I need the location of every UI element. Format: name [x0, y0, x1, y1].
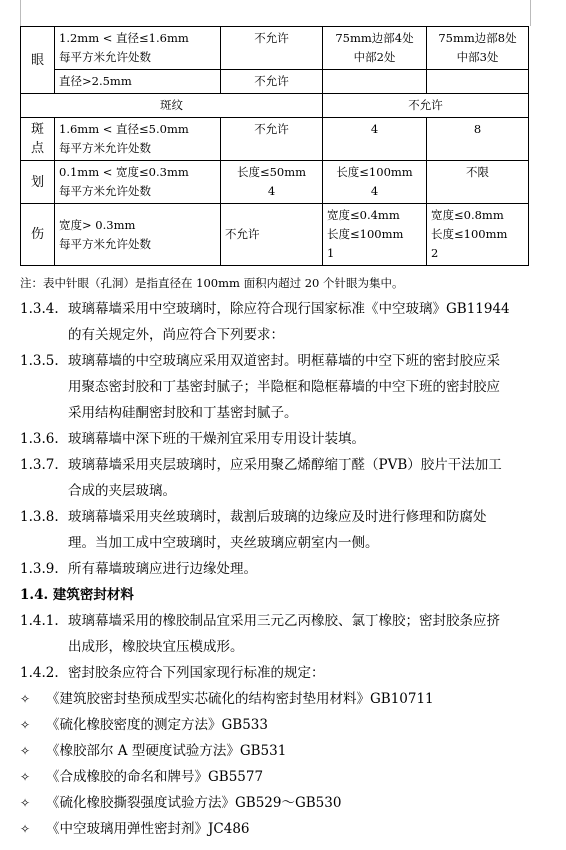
table-row [21, 118, 529, 161]
table-cell: 不限 [427, 161, 529, 204]
standard-item [20, 712, 540, 738]
table-row [21, 94, 529, 118]
clause-line: 所有幕墙玻璃应进行边缘处理。 [68, 561, 257, 577]
clause-number: 1.3.8. [20, 509, 59, 525]
clause-line: 的有关规定外，尚应符合下列要求： [68, 327, 284, 343]
table-cell: 不允许 [221, 70, 323, 94]
standard-item [20, 738, 540, 764]
clause-list [20, 296, 540, 582]
table-cell: 1.2mm < 直径≤1.6mm 每平方米允许处数 [55, 27, 221, 70]
standard-item [20, 816, 540, 842]
clause-text [68, 608, 540, 660]
clause-number: 1.3.9. [20, 561, 59, 577]
table-cell: 宽度> 0.3mm 每平方米允许处数 [55, 204, 221, 266]
table-row [21, 204, 529, 266]
clause-item [20, 504, 540, 556]
spot-label: 斑 点 [21, 118, 55, 161]
clause-item [20, 348, 540, 426]
clause-item [20, 426, 540, 452]
table-cell [323, 70, 427, 94]
standard-text: 《硫化橡胶密度的测定方法》GB533 [46, 717, 268, 733]
diamond-bullet-icon: ✧ [20, 718, 31, 732]
table-cell: 75mm边部4处 中部2处 [323, 27, 427, 70]
clause-item [20, 556, 540, 582]
table-cell: 不允许 [221, 204, 323, 266]
diamond-bullet-icon: ✧ [20, 796, 31, 810]
diamond-bullet-icon: ✧ [20, 822, 31, 836]
clause-line: 合成的夹层玻璃。 [68, 483, 176, 499]
clause-text [68, 556, 540, 582]
defect-table [20, 26, 529, 266]
table-row [21, 161, 529, 204]
table-cell: 不允许 [323, 94, 529, 118]
clause-line: 玻璃幕墙中深下班的干燥剂宜采用专用设计装填。 [68, 431, 365, 447]
diamond-bullet-icon: ✧ [20, 744, 31, 758]
clause-text [68, 426, 540, 452]
clause-line: 用聚态密封胶和丁基密封腻子；半隐框和隐框幕墙的中空下班的密封胶应 [68, 379, 500, 395]
table-cell: 8 [427, 118, 529, 161]
eye-label: 眼 [21, 27, 55, 94]
clause-number: 1.4.2. [20, 665, 59, 681]
clause-number: 1.3.7. [20, 457, 59, 473]
clause-line: 玻璃幕墙的中空玻璃应采用双道密封。明框幕墙的中空下班的密封胶应采 [68, 353, 500, 369]
crop-mark-right [530, 0, 531, 26]
crop-mark-left [20, 0, 21, 26]
clause-item [20, 660, 540, 686]
table-cell: 斑纹 [21, 94, 323, 118]
table-row [21, 70, 529, 94]
scratch-label-top: 划 [21, 161, 55, 204]
standard-text: 《中空玻璃用弹性密封剂》JC486 [46, 821, 250, 837]
table-cell: 直径>2.5mm [55, 70, 221, 94]
standards-list [20, 686, 540, 842]
clause-line: 理。当加工成中空玻璃时，夹丝玻璃应朝室内一侧。 [68, 535, 379, 551]
clause-number: 1.3.5. [20, 353, 59, 369]
table-cell: 长度≤50mm 4 [221, 161, 323, 204]
clause-number: 1.3.6. [20, 431, 59, 447]
table-cell: 宽度≤0.4mm 长度≤100mm 1 [323, 204, 427, 266]
standard-item [20, 686, 540, 712]
clause-number: 1.3.4. [20, 301, 59, 317]
table-cell [427, 70, 529, 94]
section-heading: 1.4. 建筑密封材料 [20, 587, 134, 603]
clause-line: 玻璃幕墙采用夹层玻璃时，应采用聚乙烯醇缩丁醛（PVB）胶片干法加工 [68, 457, 502, 473]
clause-text [68, 504, 540, 556]
clause-item [20, 296, 540, 348]
table-cell: 0.1mm < 宽度≤0.3mm 每平方米允许处数 [55, 161, 221, 204]
clause-text [68, 348, 540, 426]
clause-number: 1.4.1. [20, 613, 59, 629]
diamond-bullet-icon: ✧ [20, 770, 31, 784]
table-cell: 长度≤100mm 4 [323, 161, 427, 204]
clause-line: 出成形，橡胶块宜压模成形。 [68, 639, 244, 655]
standard-text: 《橡胶部尔 A 型硬度试验方法》GB531 [46, 743, 287, 759]
table-cell: 宽度≤0.8mm 长度≤100mm 2 [427, 204, 529, 266]
diamond-bullet-icon: ✧ [20, 692, 31, 706]
clause-line: 玻璃幕墙采用夹丝玻璃时，裁割后玻璃的边缘应及时进行修理和防腐处 [68, 509, 487, 525]
table-note: 注：表中针眼（孔洞）是指直径在 100mm 面积内超过 20 个针眼为集中。 [20, 276, 404, 290]
standard-item [20, 764, 540, 790]
clause-text [68, 452, 540, 504]
clause-item [20, 608, 540, 660]
table-cell: 4 [323, 118, 427, 161]
clause-text [68, 660, 540, 686]
standard-item [20, 790, 540, 816]
table-cell: 1.6mm < 直径≤5.0mm 每平方米允许处数 [55, 118, 221, 161]
clause-item [20, 452, 540, 504]
body-text [20, 296, 540, 842]
clause-line: 密封胶条应符合下列国家现行标准的规定： [68, 665, 325, 681]
standard-text: 《硫化橡胶撕裂强度试验方法》GB529～GB530 [46, 795, 342, 811]
standard-text: 《建筑胶密封垫预成型实芯硫化的结构密封垫用材料》GB10711 [46, 691, 434, 707]
standard-text: 《合成橡胶的命名和牌号》GB5577 [46, 769, 264, 785]
table-row [21, 27, 529, 70]
clause-line: 玻璃幕墙采用中空玻璃时，除应符合现行国家标准《中空玻璃》GB11944 [68, 301, 510, 317]
clause-line: 玻璃幕墙采用的橡胶制品宜采用三元乙丙橡胶、氯丁橡胶；密封胶条应挤 [68, 613, 500, 629]
table-cell: 不允许 [221, 27, 323, 70]
clause-text [68, 296, 540, 348]
table-cell: 不允许 [221, 118, 323, 161]
clause-list-2 [20, 608, 540, 686]
scratch-label-bottom: 伤 [21, 204, 55, 266]
table-cell: 75mm边部8处 中部3处 [427, 27, 529, 70]
clause-line: 采用结构硅酮密封胶和丁基密封腻子。 [68, 405, 298, 421]
